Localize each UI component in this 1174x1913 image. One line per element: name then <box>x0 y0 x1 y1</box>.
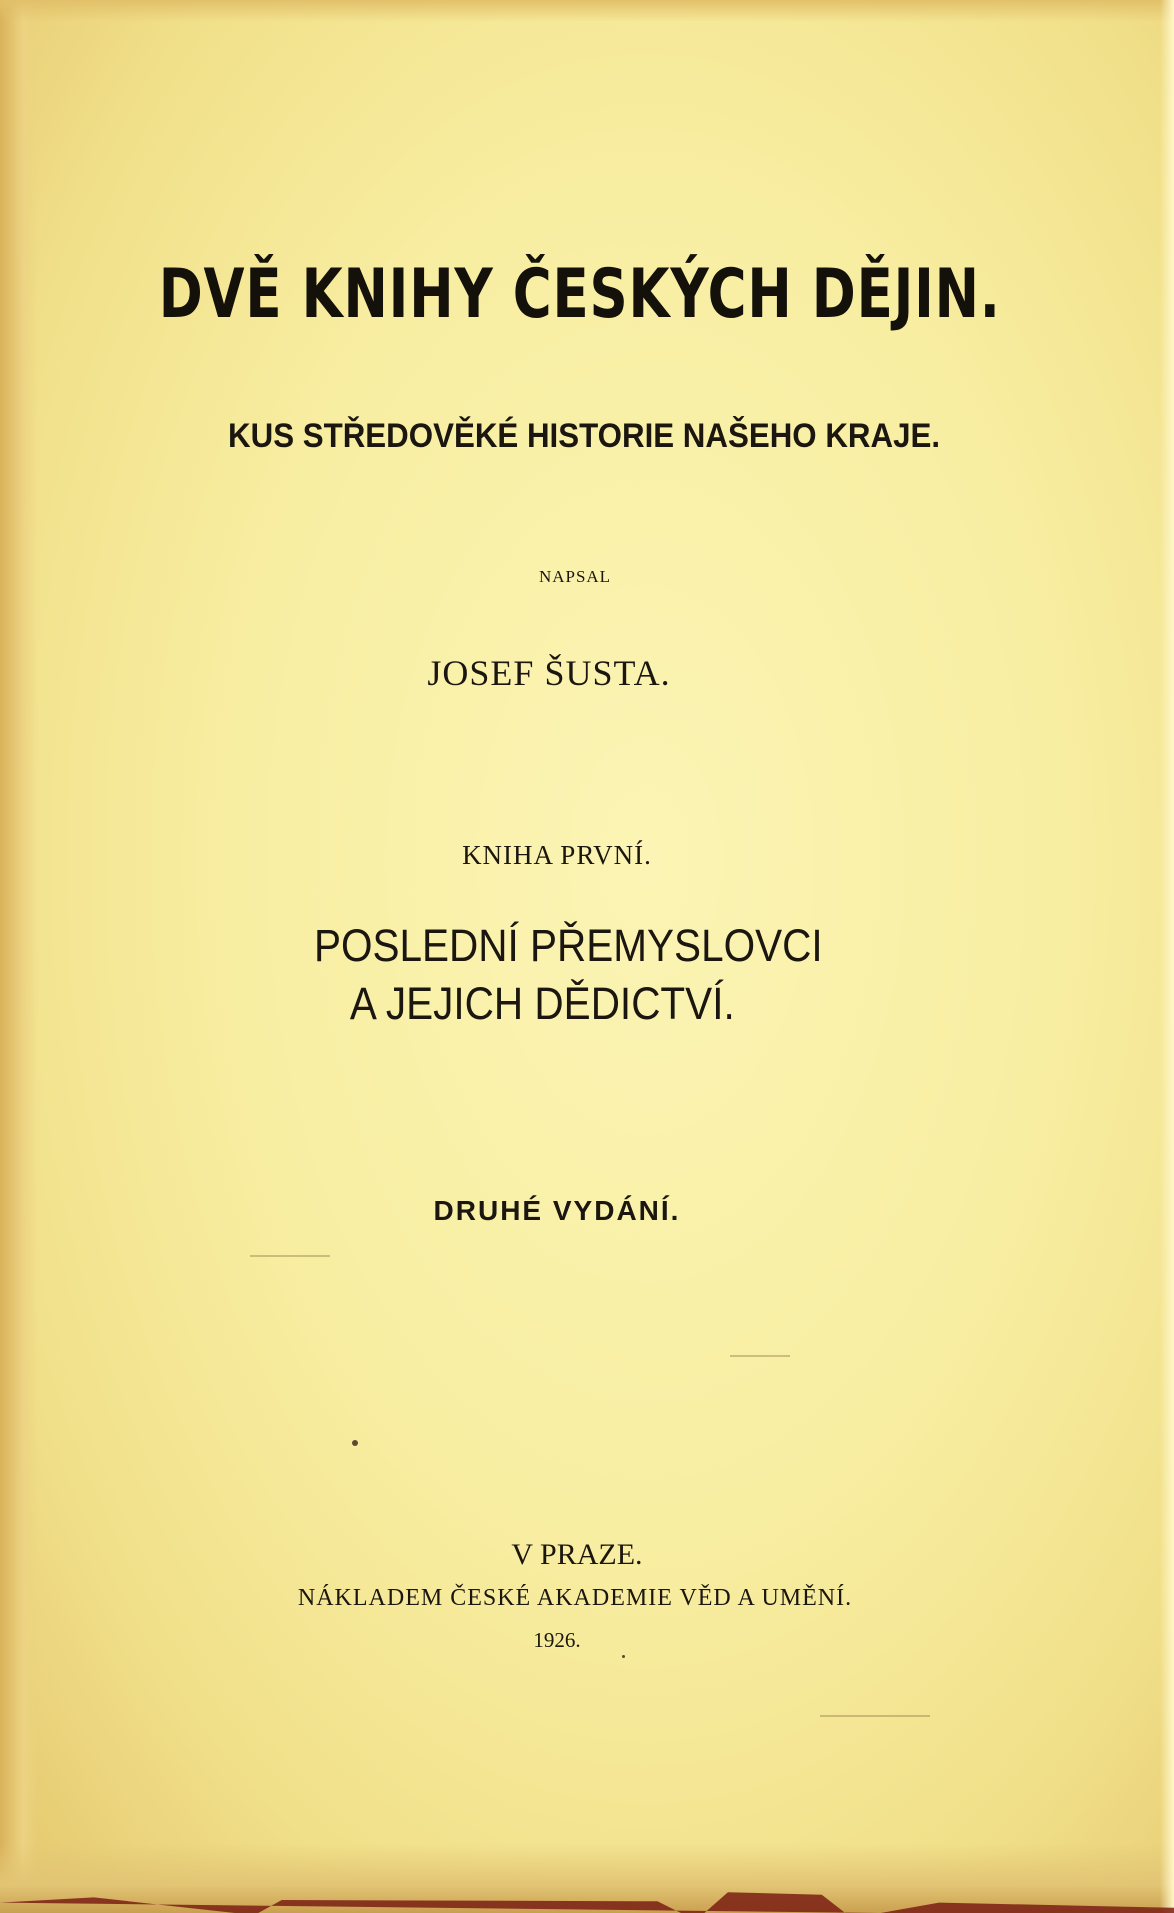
publisher: NÁKLADEM ČESKÉ AKADEMIE VĚD A UMĚNÍ. <box>297 1585 853 1611</box>
paper-speck <box>622 1655 625 1658</box>
edition-label: DRUHÉ VYDÁNÍ. <box>433 1195 681 1226</box>
byline-label: NAPSAL <box>538 567 612 586</box>
paper-scratch <box>250 1255 330 1257</box>
paper-edge-right <box>1160 0 1174 1913</box>
main-title: DVĚ KNIHY ČESKÝCH DĚJIN. <box>158 255 1001 334</box>
publication-year: 1926. <box>533 1628 581 1652</box>
paper-scratch <box>730 1355 790 1357</box>
author-name: JOSEF ŠUSTA. <box>427 653 671 693</box>
book-title-line-2: A JEJICH DĚDICTVÍ. <box>349 978 735 1029</box>
book-title-line-1: POSLEDNÍ PŘEMYSLOVCI <box>313 920 823 971</box>
book-number-label: KNIHA PRVNÍ. <box>462 840 652 870</box>
paper-edge-left <box>0 0 38 1913</box>
publication-place: V PRAZE. <box>511 1538 643 1571</box>
paper-speck <box>352 1440 358 1446</box>
paper-scratch <box>820 1715 930 1717</box>
subtitle: KUS STŘEDOVĚKÉ HISTORIE NAŠEHO KRAJE. <box>228 417 941 455</box>
paper-edge-top <box>0 0 1174 22</box>
